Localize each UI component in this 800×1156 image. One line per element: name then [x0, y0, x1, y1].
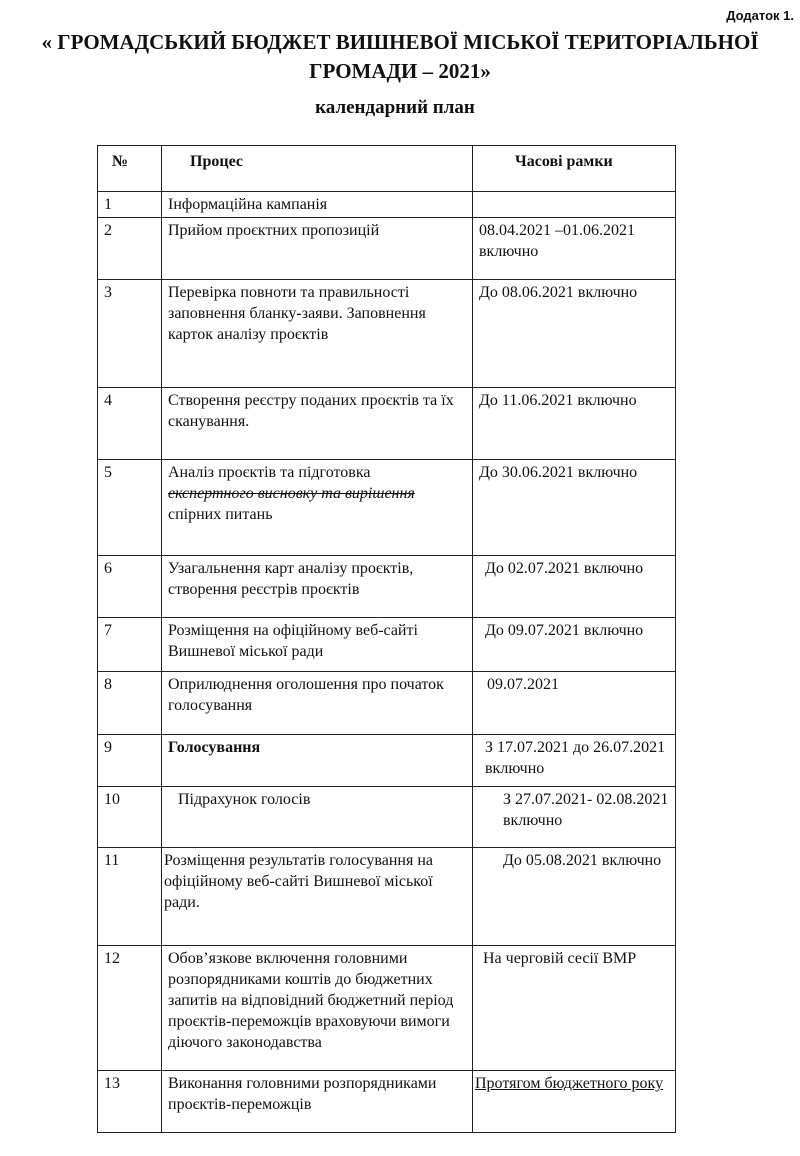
row-timeframe: До 30.06.2021 включно: [473, 460, 676, 556]
row-number: 3: [98, 280, 162, 388]
title-line-2: ГРОМАДИ – 2021»: [309, 59, 491, 83]
row-timeframe: З 27.07.2021- 02.08.2021 включно: [473, 787, 676, 848]
row-process: Прийом проєктних пропозицій: [162, 218, 473, 280]
row-process: Розміщення результатів голосування на офіційному веб-сайті Вишневої міської ради.: [162, 848, 473, 946]
table-row: [98, 787, 676, 848]
title-line-1: « ГРОМАДСЬКИЙ БЮДЖЕТ ВИШНЕВОЇ МІСЬКОЇ ТЕРИТОРІАЛЬНОЇ: [41, 30, 759, 54]
table-row: [98, 192, 676, 218]
table-row: [98, 618, 676, 672]
row-timeframe: Протягом бюджетного року: [473, 1071, 676, 1133]
row-number: 2: [98, 218, 162, 280]
table-row: [98, 1071, 676, 1133]
row-process: Обов’язкове включення головними розпорядниками коштів до бюджетних запитів на відповідний бюджетний період проєктів-переможців враховуючи вимоги діючого законодавства: [162, 946, 473, 1071]
row-timeframe: 08.04.2021 –01.06.2021 включно: [473, 218, 676, 280]
table-row: [98, 848, 676, 946]
row-timeframe: З 17.07.2021 до 26.07.2021 включно: [473, 735, 676, 787]
row-process-part-2-struck: експертного висновку та вирішення: [168, 485, 415, 502]
table-row: [98, 218, 676, 280]
row-number: 13: [98, 1071, 162, 1133]
row-number: 12: [98, 946, 162, 1071]
row-process: Інформаційна кампанія: [162, 192, 473, 218]
row-timeframe: До 02.07.2021 включно: [473, 556, 676, 618]
row-process: Оприлюднення оголошення про початок голосування: [162, 672, 473, 735]
table-row: [98, 388, 676, 460]
row-number: 10: [98, 787, 162, 848]
table-row: [98, 672, 676, 735]
row-number: 7: [98, 618, 162, 672]
row-number: 4: [98, 388, 162, 460]
row-process-part-1: Аналіз проєктів та підготовка: [168, 464, 371, 481]
document-title: [20, 28, 780, 86]
row-process-part-3: спірних питань: [168, 506, 273, 523]
row-number: 5: [98, 460, 162, 556]
calendar-plan-table: [97, 145, 676, 1133]
row-process: Перевірка повноти та правильності заповнення бланку-заяви. Заповнення карток аналізу проєктів: [162, 280, 473, 388]
row-number: 11: [98, 848, 162, 946]
table-row: [98, 556, 676, 618]
table-row: [98, 735, 676, 787]
row-number: 9: [98, 735, 162, 787]
header-timeframe: Часові рамки: [473, 146, 676, 192]
document-subtitle: календарний план: [315, 97, 475, 118]
table-row: [98, 280, 676, 388]
row-number: 1: [98, 192, 162, 218]
row-number: 8: [98, 672, 162, 735]
row-process: [162, 460, 473, 556]
table-row: [98, 460, 676, 556]
table-header-row: [98, 146, 676, 192]
header-number: №: [98, 146, 162, 192]
row-process: Розміщення на офіційному веб-сайті Вишневої міської ради: [162, 618, 473, 672]
row-number: 6: [98, 556, 162, 618]
row-process: Узагальнення карт аналізу проєктів, створення реєстрів проєктів: [162, 556, 473, 618]
table-row: [98, 946, 676, 1071]
annex-label: Додаток 1.: [726, 8, 794, 23]
row-timeframe: 09.07.2021: [473, 672, 676, 735]
row-process: Виконання головними розпорядниками проєктів-переможців: [162, 1071, 473, 1133]
row-timeframe: [473, 192, 676, 218]
row-process: Голосування: [162, 735, 473, 787]
row-timeframe: До 09.07.2021 включно: [473, 618, 676, 672]
row-timeframe: На черговій сесії ВМР: [473, 946, 676, 1071]
row-timeframe: До 08.06.2021 включно: [473, 280, 676, 388]
row-timeframe: До 05.08.2021 включно: [473, 848, 676, 946]
row-process: Підрахунок голосів: [162, 787, 473, 848]
header-process: Процес: [162, 146, 473, 192]
row-process: Створення реєстру поданих проєктів та їх сканування.: [162, 388, 473, 460]
row-timeframe: До 11.06.2021 включно: [473, 388, 676, 460]
